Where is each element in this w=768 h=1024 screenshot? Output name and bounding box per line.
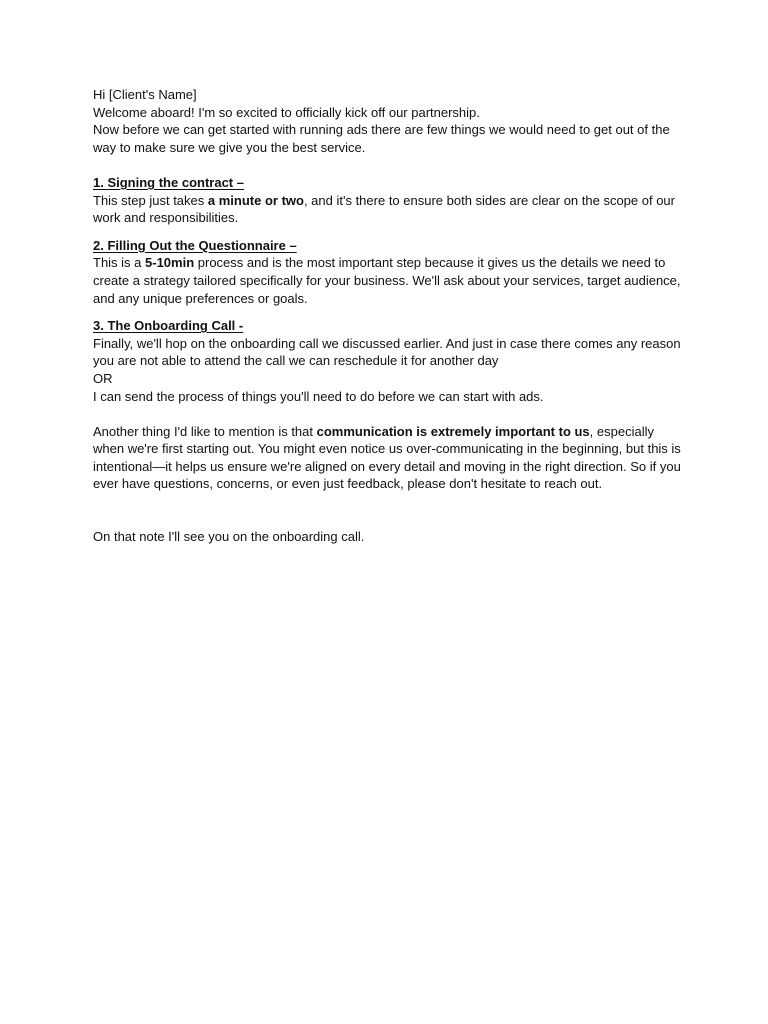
closing-line: On that note I'll see you on the onboarding call.	[93, 529, 365, 545]
step-2-section	[93, 237, 683, 307]
step-1-paragraph: This step just takes a minute or two, and it's there to ensure both sides are clear on the scope of our work and responsibilities.	[93, 192, 675, 226]
step-3-section	[93, 317, 683, 405]
step-3-paragraph: Finally, we'll hop on the onboarding call we discussed earlier. And just in case there comes any reason you are not able to attend the call we can reschedule it for another day	[93, 335, 681, 369]
step-3-or: OR	[93, 370, 113, 386]
intro-paragraph: Now before we can get started with running ads there are few things we would need to get out of the way to make sure we give you the best service.	[93, 122, 670, 155]
step-1-emphasis: a minute or two	[207, 192, 304, 208]
greeting: Hi [Client's Name]	[93, 87, 197, 102]
document-body	[93, 86, 683, 546]
step-1-heading: 1. Signing the contract –	[93, 174, 244, 190]
step-2-paragraph: This is a 5-10min process and is the most important step because it gives us the details we need to create a strategy tailored specifically for your business. We'll ask about your services, target audience, and any unique preferences or goals.	[93, 255, 681, 306]
step-3-alternative: I can send the process of things you'll need to do before we can start with ads.	[93, 388, 544, 404]
step-1-section	[93, 174, 683, 227]
step-3-heading: 3. The Onboarding Call -	[93, 318, 244, 334]
welcome-line: Welcome aboard! I'm so excited to officially kick off our partnership.	[93, 104, 480, 120]
step-2-emphasis: 5-10min	[145, 255, 195, 271]
communication-paragraph: Another thing I'd like to mention is that communication is extremely important to us, especially when we're first starting out. You might even notice us over-communicating in the beginning, but this is intentional—it helps us ensure we're aligned on every detail and moving in the right direction. So if you ever have questions, concerns, or even just feedback, please don't hesitate to reach out.	[93, 423, 681, 492]
communication-emphasis: communication is extremely important to us	[316, 423, 590, 439]
step-2-heading: 2. Filling Out the Questionnaire –	[93, 237, 297, 253]
